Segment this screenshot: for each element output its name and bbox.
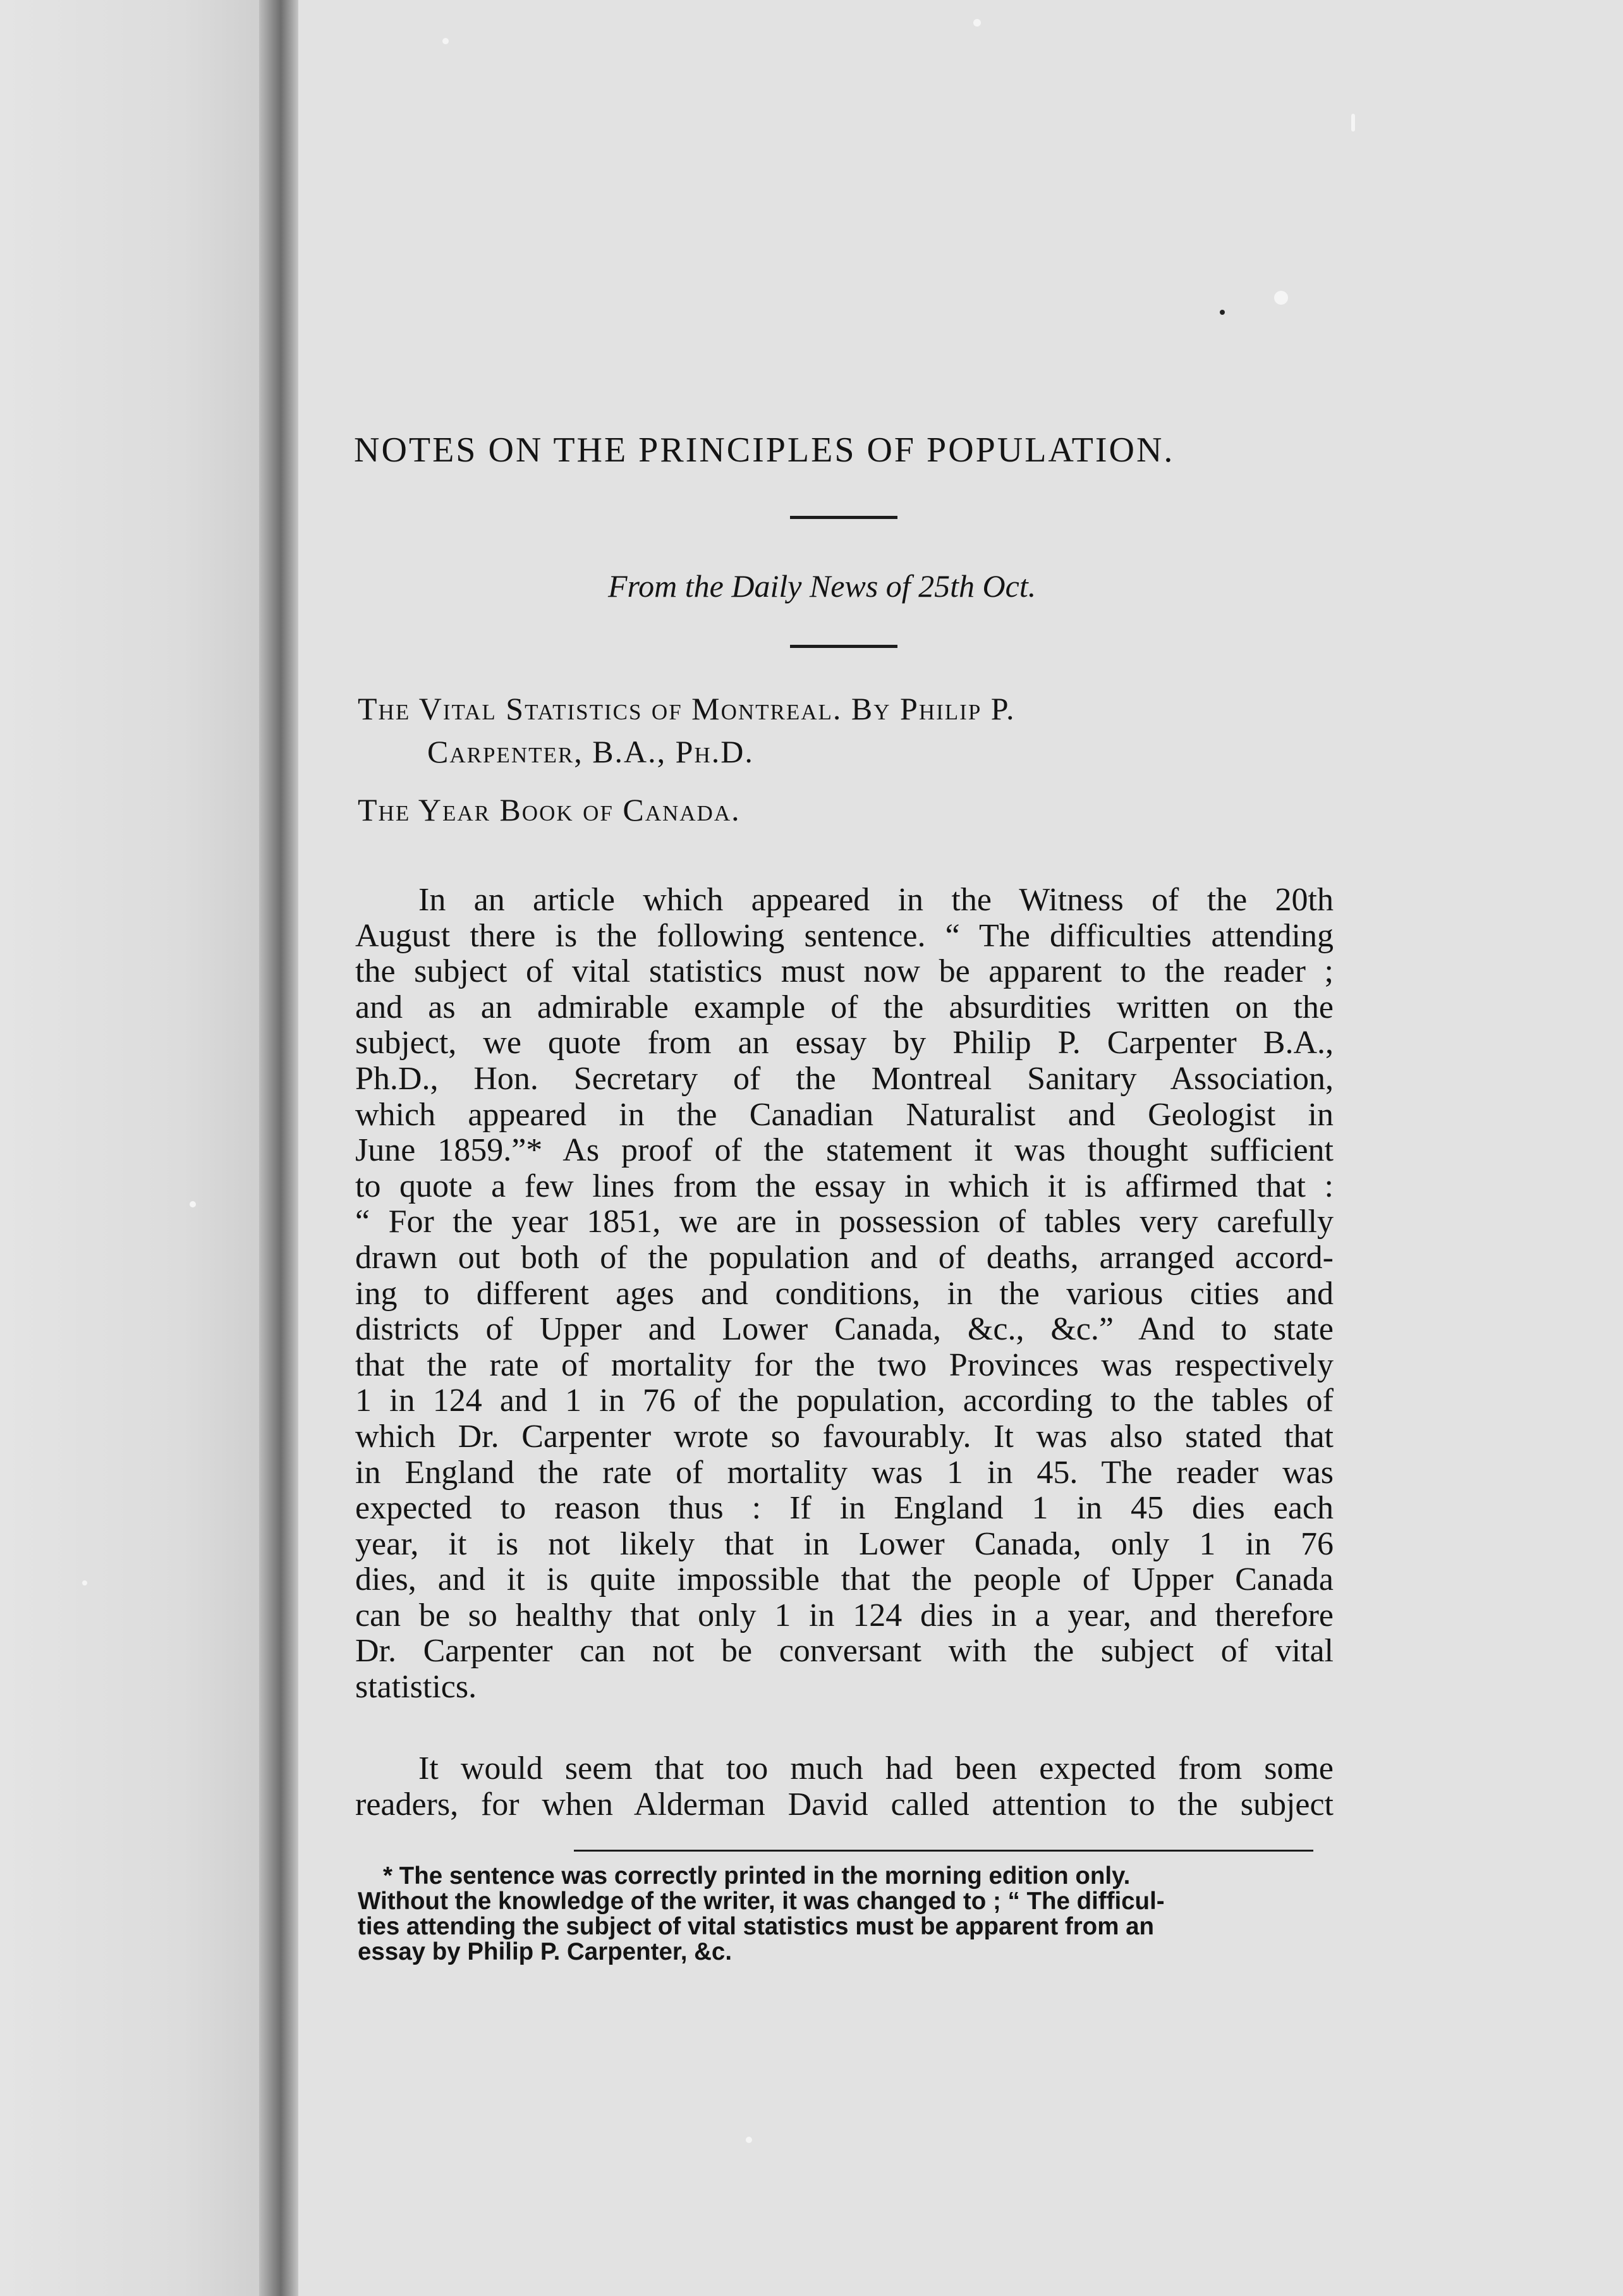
footnote-rule	[574, 1850, 1313, 1852]
paper-speck	[973, 19, 981, 27]
footnote-line: ties attending the subject of vital statistics must be apparent from an	[358, 1913, 1155, 1940]
paper-speck	[190, 1201, 196, 1207]
footnote	[358, 1864, 1334, 1965]
body-line: “ For the year 1851, we are in possession of tables very carefully	[355, 1204, 1334, 1240]
reference-1-line-2: Carpenter, B.A., Ph.D.	[427, 734, 754, 769]
paper-speck	[1274, 291, 1288, 305]
body-line: subject, we quote from an essay by Philip P. Carpenter B.A.,	[355, 1025, 1334, 1061]
body-line: dies, and it is quite impossible that the people of Upper Canada	[355, 1561, 1334, 1598]
body-line: Dr. Carpenter can not be conversant with the subject of vital	[355, 1633, 1334, 1670]
source-line: From the Daily News of 25th Oct.	[608, 568, 1036, 604]
body-line: which Dr. Carpenter wrote so favourably. It was also stated that	[355, 1418, 1334, 1455]
body-paragraph-2	[355, 1751, 1334, 1823]
reference-1-line-1: The Vital Statistics of Montreal. By Philip P.	[358, 691, 1016, 726]
footnote-line: * The sentence was correctly printed in the morning edition only.	[383, 1862, 1131, 1890]
body-line: drawn out both of the population and of deaths, arranged accord-	[355, 1239, 1334, 1276]
body-line: readers, for when Alderman David called attention to the subject	[355, 1786, 1334, 1823]
reference-2: The Year Book of Canada.	[358, 792, 741, 827]
footnote-line: Without the knowledge of the writer, it was changed to ; “ The difficul-	[358, 1888, 1165, 1915]
body-line: to quote a few lines from the essay in which it is affirmed that :	[355, 1168, 1334, 1204]
paper-speck	[1220, 310, 1225, 315]
paper-speck	[746, 2137, 752, 2143]
body-line: 1 in 124 and 1 in 76 of the population, according to the tables of	[355, 1383, 1334, 1419]
body-line: In an article which appeared in the Witness of the 20th	[418, 882, 1334, 918]
body-paragraph-1	[355, 882, 1334, 1706]
body-line: statistics.	[355, 1669, 477, 1706]
body-line: August there is the following sentence. “ The difficulties attending	[355, 917, 1334, 954]
body-line: ing to different ages and conditions, in the various cities and	[355, 1275, 1334, 1312]
body-line: which appeared in the Canadian Naturalist and Geologist in	[355, 1096, 1334, 1133]
body-line: the subject of vital statistics must now be apparent to the reader ;	[355, 953, 1334, 990]
body-line: expected to reason thus : If in England 1 in 45 dies each	[355, 1490, 1334, 1527]
body-line: Ph.D., Hon. Secretary of the Montreal Sanitary Association,	[355, 1060, 1334, 1097]
body-line: and as an admirable example of the absurdities written on the	[355, 989, 1334, 1025]
source-rule	[790, 645, 897, 648]
body-line: It would seem that too much had been expected from some	[418, 1750, 1334, 1786]
footnote-line: essay by Philip P. Carpenter, &c.	[358, 1938, 732, 1965]
paper-speck	[1351, 114, 1355, 131]
paper-speck	[82, 1580, 87, 1585]
body-line: that the rate of mortality for the two Provinces was respectively	[355, 1346, 1334, 1383]
paper-speck	[442, 38, 449, 44]
body-line: in England the rate of mortality was 1 in 45. The reader was	[355, 1454, 1334, 1491]
title-rule	[790, 516, 897, 519]
body-line: June 1859.”* As proof of the statement it was thought sufficient	[355, 1132, 1334, 1169]
page-title: NOTES ON THE PRINCIPLES OF POPULATION.	[354, 430, 1175, 470]
body-line: year, it is not likely that in Lower Canada, only 1 in 76	[355, 1525, 1334, 1562]
body-line: can be so healthy that only 1 in 124 dies in a year, and therefore	[355, 1597, 1334, 1633]
body-line: districts of Upper and Lower Canada, &c., &c.” And to state	[355, 1311, 1334, 1348]
